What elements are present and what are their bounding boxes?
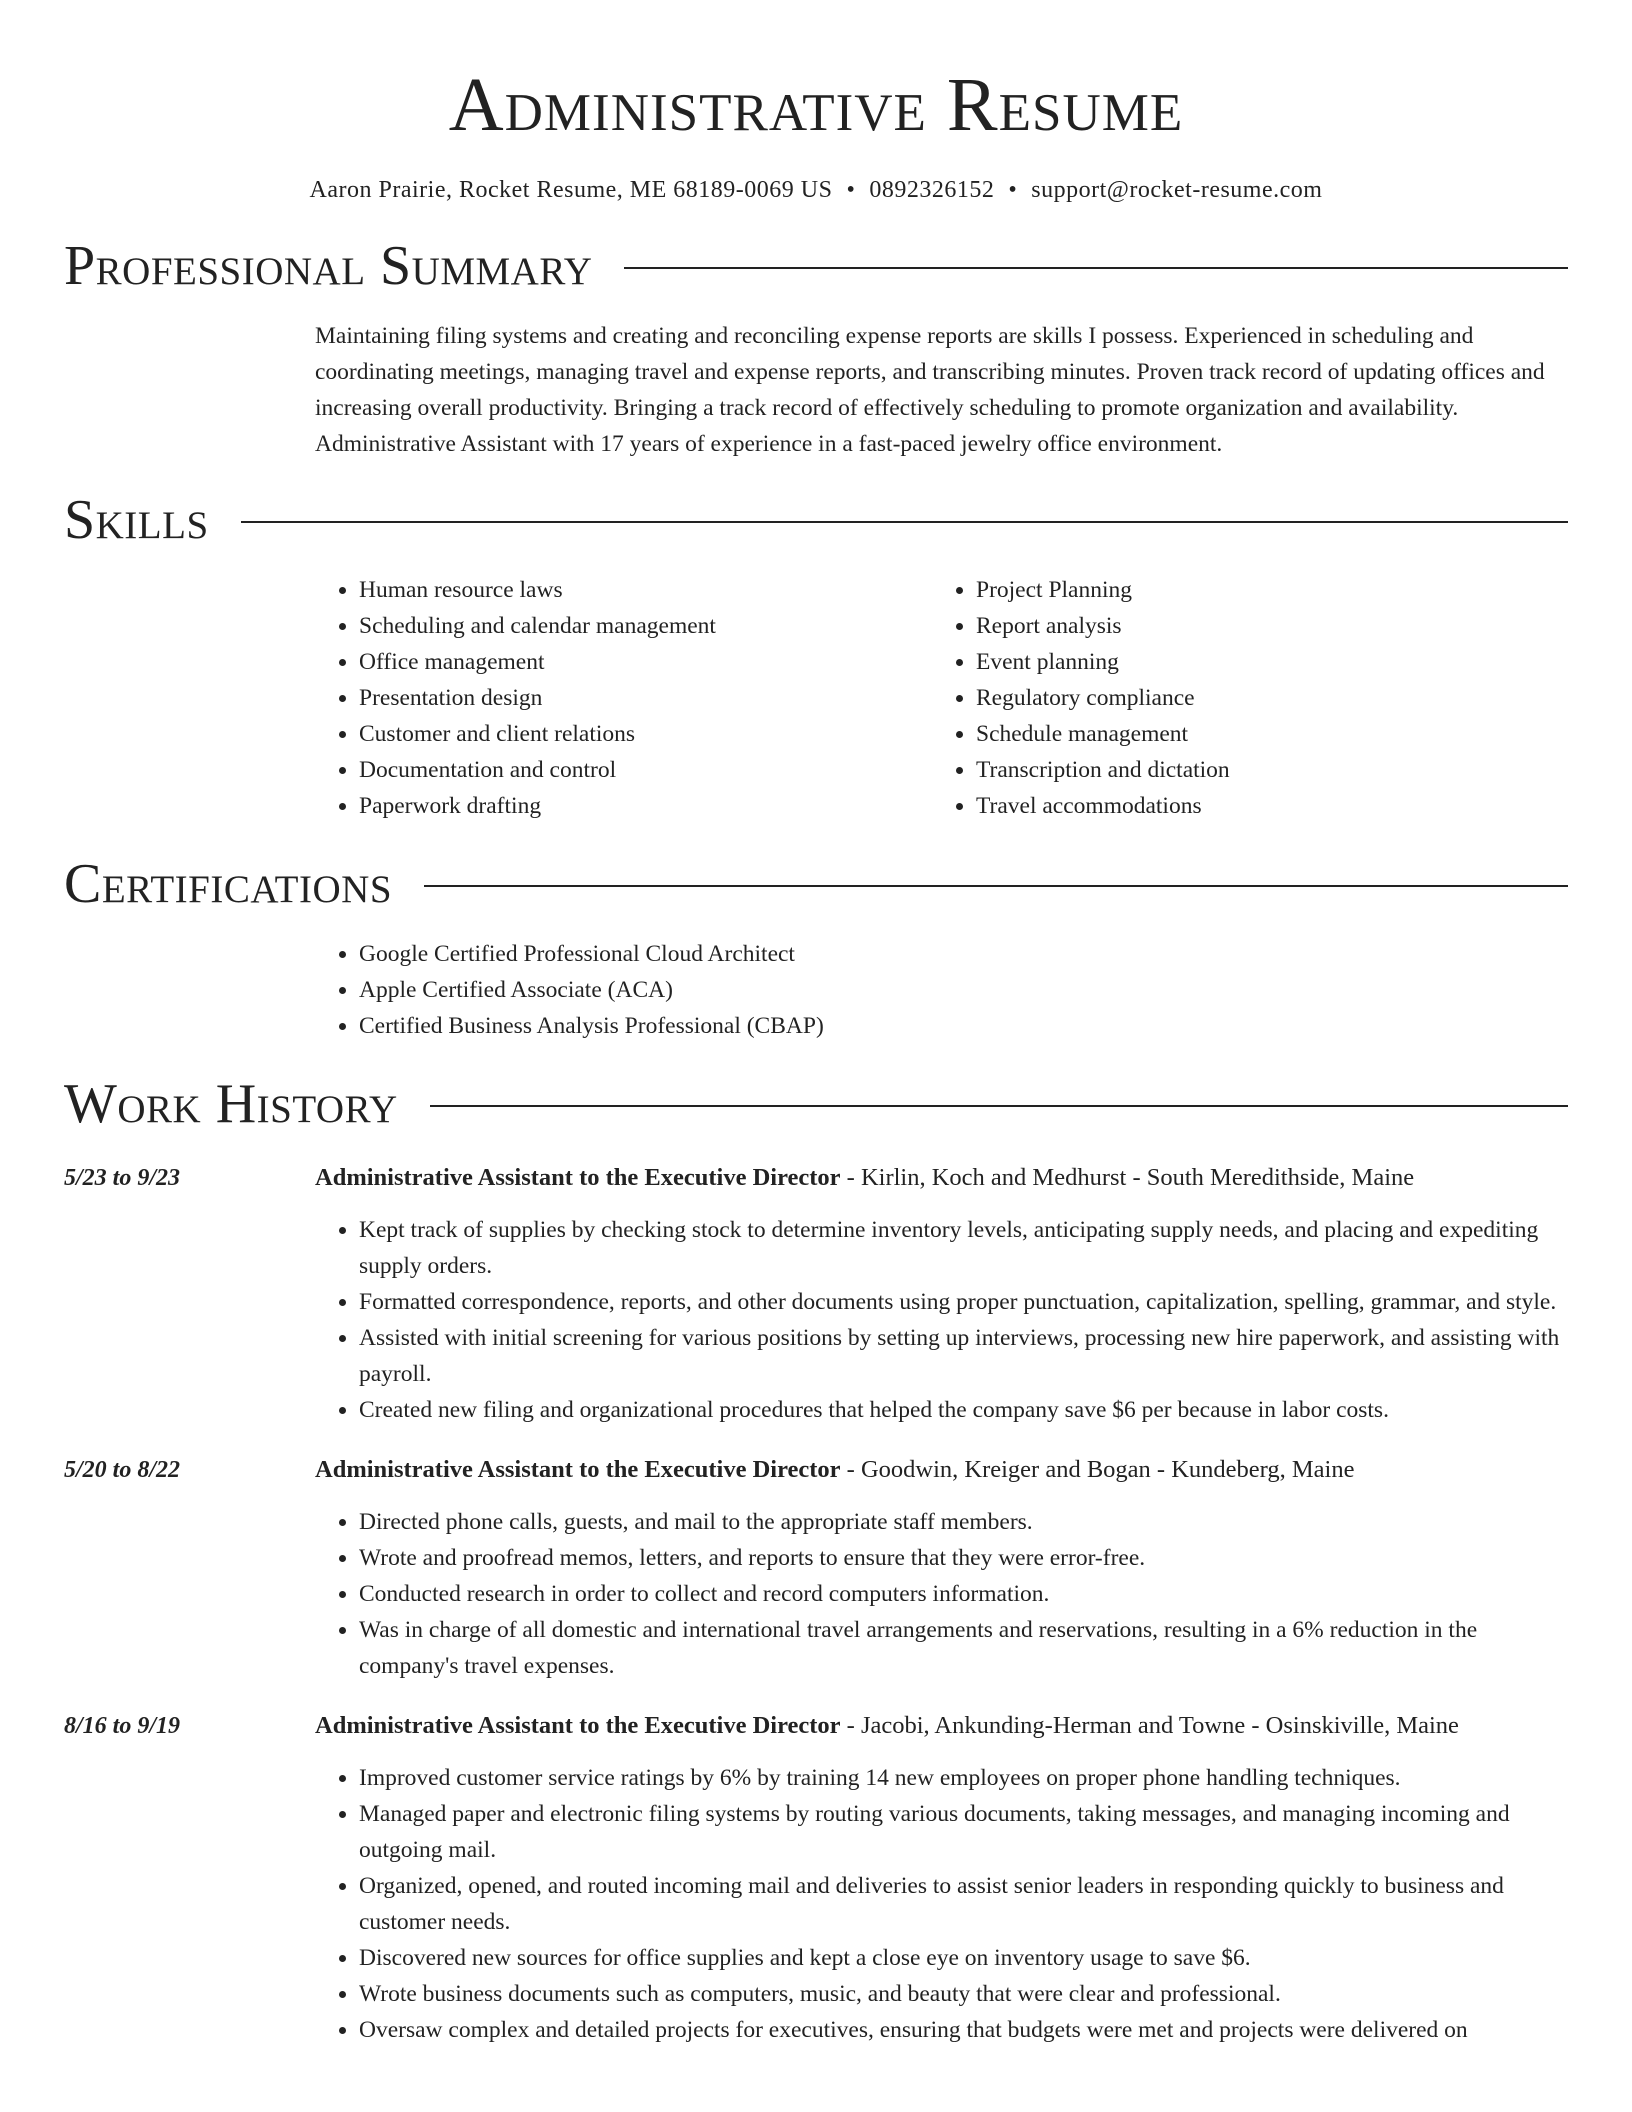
job-bullet: • Formatted correspondence, reports, and other documents using proper punctuation, capitalization, spelling, grammar, and style. xyxy=(359,1284,1568,1320)
job-role: Administrative Assistant to the Executive Director xyxy=(315,1712,841,1739)
skill-item: • Scheduling and calendar management xyxy=(359,608,932,644)
work-history-heading: Work History xyxy=(64,1073,398,1135)
job-role: Administrative Assistant to the Executive Director xyxy=(315,1164,841,1191)
job-body xyxy=(315,1452,1568,1684)
skill-item: • Event planning xyxy=(976,644,1549,680)
skill-item: • Travel accommodations xyxy=(976,788,1549,824)
job-dates: 5/23 to 9/23 xyxy=(64,1165,181,1191)
job-bullet: • Wrote and proofread memos, letters, and reports to ensure that they were error-free. xyxy=(359,1540,1568,1576)
skill-item: • Paperwork drafting xyxy=(359,788,932,824)
summary-text: Maintaining filing systems and creating and reconciling expense reports are skills I possess. Experienced in scheduling and coordinating meetings, managing travel and expense reports, and transcribing minutes. Proven track record of updating offices and increasing overall productivity. Bringing a track record of effectively scheduling to promote organization and availability. Administrative Assistant with 17 years of experience in a fast-paced jewelry office environment. xyxy=(315,323,1545,457)
job-entry xyxy=(64,1708,1568,2048)
job-entry xyxy=(64,1160,1568,1428)
job-title-line xyxy=(315,1452,1568,1488)
skills-section-header xyxy=(64,490,1568,550)
skill-item: • Transcription and dictation xyxy=(976,752,1549,788)
contact-address: Aaron Prairie, Rocket Resume, ME 68189-0069 US xyxy=(309,177,833,203)
contact-line xyxy=(64,174,1568,206)
job-role: Administrative Assistant to the Executive Director xyxy=(315,1456,841,1483)
skills-list xyxy=(315,572,1568,824)
job-title-line xyxy=(315,1160,1568,1196)
job-title-line xyxy=(315,1708,1568,1744)
section-divider xyxy=(424,885,1568,887)
document-title: Administrative Resume xyxy=(448,63,1184,147)
certifications-heading: Certifications xyxy=(64,853,393,915)
skill-item: • Presentation design xyxy=(359,680,932,716)
job-employer: - Jacobi, Ankunding-Herman and Towne - Osinskiville, Maine xyxy=(840,1712,1459,1739)
contact-separator: • xyxy=(846,177,856,203)
skill-item: • Customer and client relations xyxy=(359,716,932,752)
job-employer: - Kirlin, Koch and Medhurst - South Meredithside, Maine xyxy=(840,1164,1415,1191)
section-divider xyxy=(241,521,1568,523)
job-bullet: • Directed phone calls, guests, and mail to the appropriate staff members. xyxy=(359,1504,1568,1540)
job-bullet: • Discovered new sources for office supplies and kept a close eye on inventory usage to save $6. xyxy=(359,1940,1568,1976)
job-dates: 5/20 to 8/22 xyxy=(64,1457,181,1483)
job-entry xyxy=(64,1452,1568,1684)
skills-heading: Skills xyxy=(64,489,209,551)
contact-email[interactable]: support@rocket-resume.com xyxy=(1031,177,1323,203)
job-bullet: • Organized, opened, and routed incoming mail and deliveries to assist senior leaders in responding quickly to business and customer needs. xyxy=(359,1868,1568,1940)
certification-item: • Apple Certified Associate (ACA) xyxy=(359,972,1568,1008)
skills-column-left xyxy=(315,572,932,824)
work-history-section-header xyxy=(64,1074,1568,1134)
job-bullet: • Was in charge of all domestic and international travel arrangements and reservations, resulting in a 6% reduction in the company's travel expenses. xyxy=(359,1612,1568,1684)
skill-item: • Project Planning xyxy=(976,572,1549,608)
job-bullets xyxy=(315,1760,1568,2048)
skill-item: • Human resource laws xyxy=(359,572,932,608)
job-body xyxy=(315,1708,1568,2048)
certifications-list xyxy=(315,936,1568,1044)
contact-phone: 0892326152 xyxy=(869,177,995,203)
contact-separator: • xyxy=(1008,177,1018,203)
job-bullet: • Assisted with initial screening for various positions by setting up interviews, processing new hire paperwork, and assisting with payroll. xyxy=(359,1320,1568,1392)
job-bullets xyxy=(315,1504,1568,1684)
job-bullet: • Created new filing and organizational procedures that helped the company save $6 per because in labor costs. xyxy=(359,1392,1568,1428)
certification-item: • Google Certified Professional Cloud Architect xyxy=(359,936,1568,972)
section-divider xyxy=(624,267,1568,269)
skill-item: • Regulatory compliance xyxy=(976,680,1549,716)
resume-page xyxy=(64,0,1568,2112)
job-bullet: • Wrote business documents such as computers, music, and beauty that were clear and professional. xyxy=(359,1976,1568,2012)
job-body xyxy=(315,1160,1568,1428)
skill-item: • Schedule management xyxy=(976,716,1549,752)
section-divider xyxy=(430,1105,1568,1107)
certification-item: • Certified Business Analysis Professional (CBAP) xyxy=(359,1008,1568,1044)
job-bullet: • Conducted research in order to collect and record computers information. xyxy=(359,1576,1568,1612)
job-dates: 8/16 to 9/19 xyxy=(64,1713,181,1739)
skill-item: • Office management xyxy=(359,644,932,680)
job-bullet: • Oversaw complex and detailed projects for executives, ensuring that budgets were met and projects were delivered on xyxy=(359,2012,1568,2048)
job-bullet: • Managed paper and electronic filing systems by routing various documents, taking messages, and managing incoming and outgoing mail. xyxy=(359,1796,1568,1868)
certifications-section-header xyxy=(64,854,1568,914)
job-bullet: • Kept track of supplies by checking stock to determine inventory levels, anticipating supply needs, and placing and expediting supply orders. xyxy=(359,1212,1568,1284)
job-bullets xyxy=(315,1212,1568,1428)
job-bullet: • Improved customer service ratings by 6% by training 14 new employees on proper phone handling techniques. xyxy=(359,1760,1568,1796)
skills-column-right xyxy=(932,572,1549,824)
skill-item: • Report analysis xyxy=(976,608,1549,644)
summary-heading: Professional Summary xyxy=(64,235,593,297)
summary-section-header xyxy=(64,236,1568,296)
skill-item: • Documentation and control xyxy=(359,752,932,788)
job-employer: - Goodwin, Kreiger and Bogan - Kundeberg, Maine xyxy=(840,1456,1355,1483)
